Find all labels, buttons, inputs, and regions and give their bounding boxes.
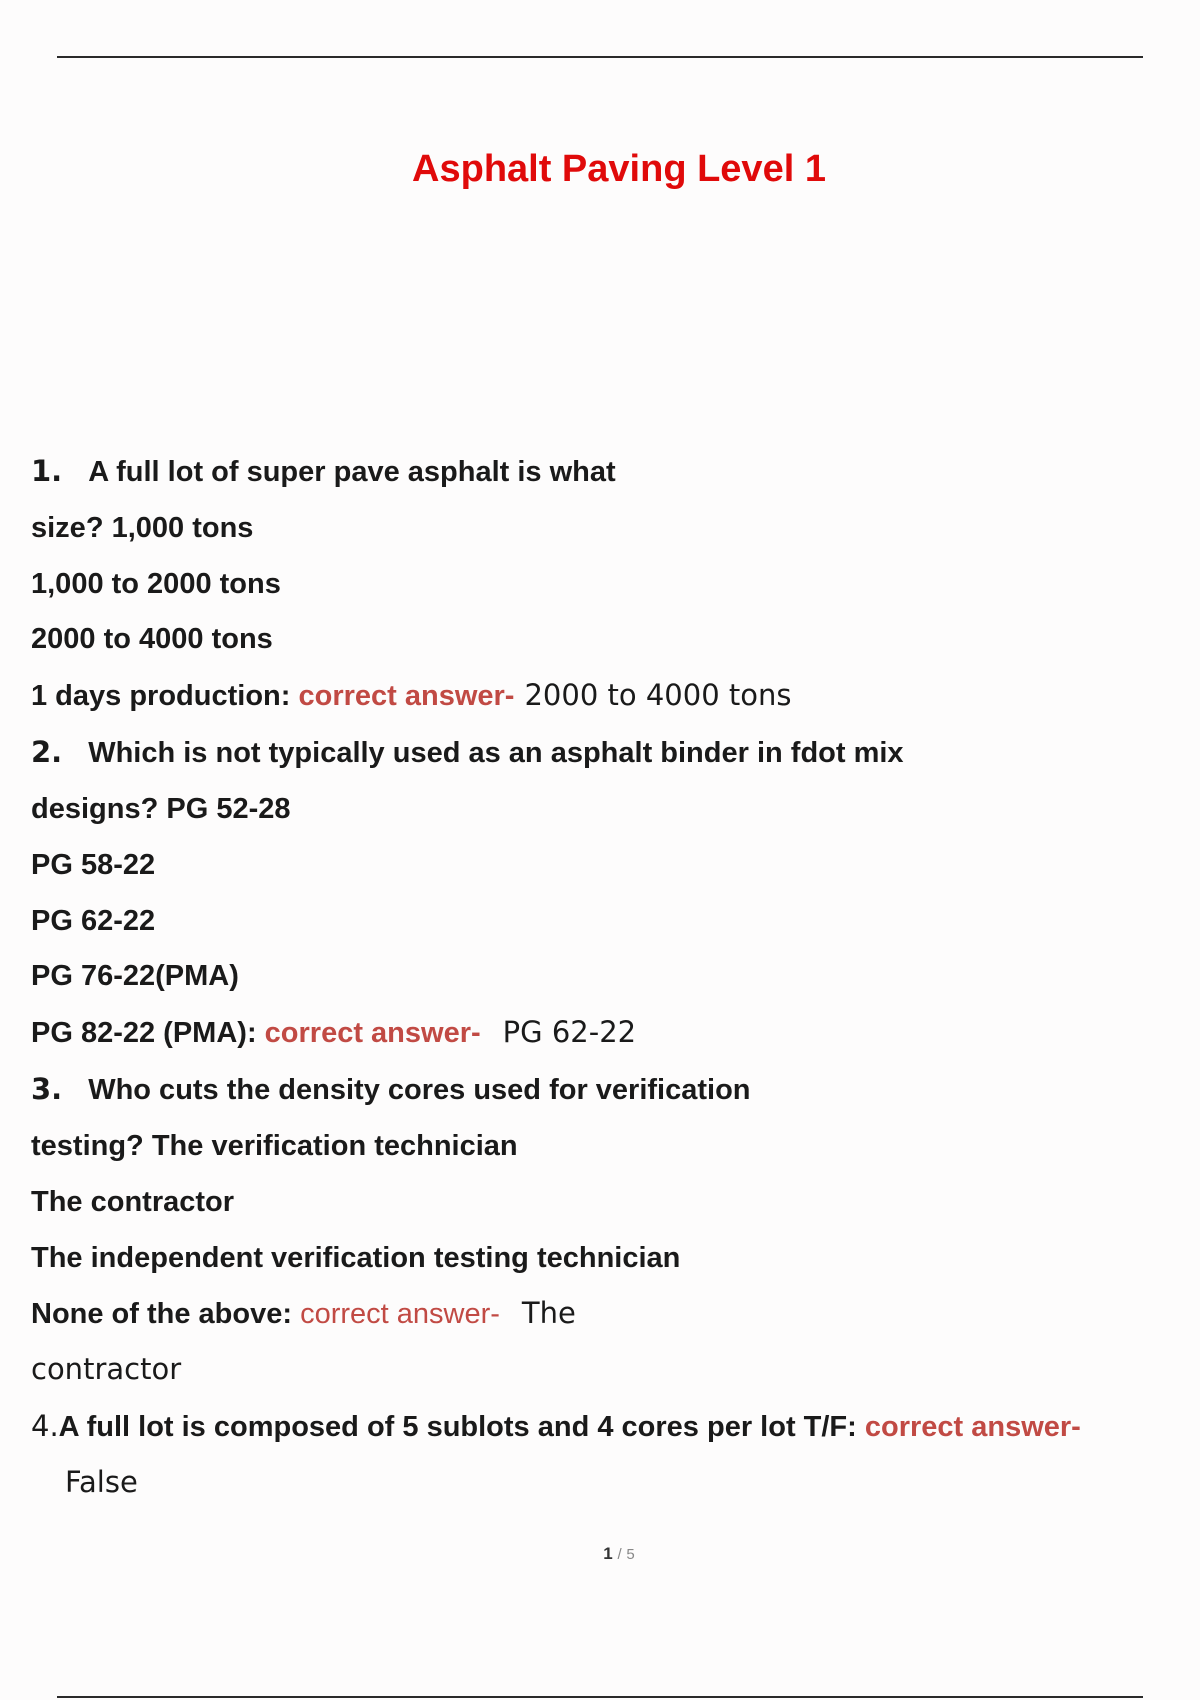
last-option: 1 days production: xyxy=(31,680,291,712)
correct-answer: PG 62-22 xyxy=(502,1015,637,1049)
question-2-answer-line xyxy=(31,1015,637,1049)
question-3-answer-line xyxy=(31,1296,576,1330)
top-rule xyxy=(57,56,1143,58)
question-1-option: 2000 to 4000 tons xyxy=(31,623,273,655)
question-3-option: testing? The verification technician xyxy=(31,1130,518,1162)
question-text: A full lot of super pave asphalt is what xyxy=(88,456,616,488)
correct-answer: False xyxy=(65,1465,138,1499)
question-4-stem xyxy=(31,1409,1081,1443)
question-3-option: The contractor xyxy=(31,1186,235,1218)
current-page: 1 xyxy=(603,1544,613,1563)
question-2-option: PG 58-22 xyxy=(31,849,156,881)
correct-answer: The xyxy=(521,1296,576,1330)
question-text: Who cuts the density cores used for verification xyxy=(88,1074,751,1106)
question-1-answer-line xyxy=(31,678,792,712)
page-separator: / xyxy=(617,1546,622,1563)
question-number: 4. xyxy=(31,1409,59,1443)
question-number: 1. xyxy=(31,454,63,488)
correct-answer-label: correct answer- xyxy=(864,1411,1081,1443)
question-2-stem xyxy=(31,735,904,769)
correct-answer: 2000 to 4000 tons xyxy=(524,678,792,712)
last-option: PG 82-22 (PMA): xyxy=(31,1017,257,1049)
question-2-option: designs? PG 52-28 xyxy=(31,793,291,825)
question-1-option: size? 1,000 tons xyxy=(31,512,254,544)
question-3-stem xyxy=(31,1072,751,1106)
bottom-rule xyxy=(57,1696,1143,1698)
question-4-answer-line xyxy=(65,1465,138,1499)
page-counter xyxy=(0,1544,1200,1564)
question-number: 3. xyxy=(31,1072,63,1106)
question-text: Which is not typically used as an asphalt binder in fdot mix xyxy=(88,737,904,769)
last-option: None of the above: xyxy=(31,1298,293,1330)
correct-answer-label: correct answer- xyxy=(264,1017,481,1049)
question-1-option: 1,000 to 2000 tons xyxy=(31,568,281,600)
question-number: 2. xyxy=(31,735,63,769)
correct-answer-label: correct answer- xyxy=(300,1298,500,1330)
question-2-option: PG 62-22 xyxy=(31,905,156,937)
total-pages: 5 xyxy=(626,1546,635,1563)
question-text: A full lot is composed of 5 sublots and 4 cores per lot T/F: xyxy=(58,1411,857,1443)
question-2-option: PG 76-22(PMA) xyxy=(31,960,239,992)
question-1-stem xyxy=(31,454,616,488)
correct-answer-label: correct answer- xyxy=(298,680,515,712)
question-3-answer-continued: contractor xyxy=(31,1352,182,1386)
question-3-option: The independent verification testing technician xyxy=(31,1242,681,1274)
document-title: Asphalt Paving Level 1 xyxy=(412,148,826,190)
